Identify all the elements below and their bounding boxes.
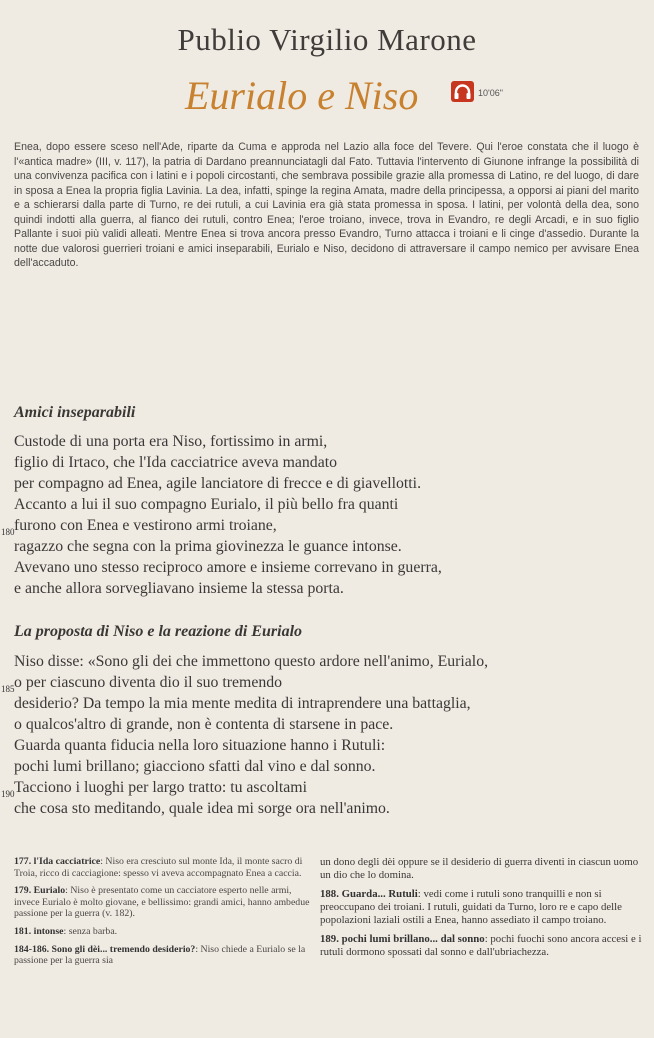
verse-line: che cosa sto meditando, quale idea mi sorge ora nell'animo. xyxy=(14,800,390,817)
footnote-term: 179. Eurialo xyxy=(14,885,66,897)
footnote xyxy=(320,856,642,882)
verse-line: Guarda quanta fiducia nella loro situazione hanno i Rutuli: xyxy=(14,737,386,754)
intro-paragraph: Enea, dopo essere sceso nell'Ade, riparte da Cuma e approda nel Lazio alla foce del Tevere. Qui l'eroe constata che il luogo è l'«antica madre» (III, v. 117), la patria di Dardano preannunciatagli dal Fato. Tuttavia l'intervento di Giunone infrange la possibilità di una convivenza pacifica con i latini e i popoli circostanti, che sembrava possibile grazie alla promessa di Latino, re del luogo, di dare in sposa a Enea la propria figlia Lavinia. La dea, infatti, spinge la regina Amata, madre della principessa, a opporsi ai piani del marito e a schierarsi dalla parte di Turno, re dei rutuli, a cui Lavinia era già stata promessa in sposa. I latini, per volontà della dea, sono quindi indotti alla guerra, al fianco dei rutuli, contro Enea; l'eroe troiano, invece, trova in Evandro, re degli Arcadi, e in suo figlio Pallante i suoi più validi alleati. Mentre Enea si trova ancora presso Evandro, Turno attacca i troiani e li cinge d'assedio. Durante la notte due valorosi guerrieri troiani e amici inseparabili, Eurialo e Niso, decidono di attraversare il campo nemico per avvisare Enea dell'accaduto. xyxy=(14,141,639,269)
footnote-term: 184-186. Sono gli dèi... tremendo desiderio? xyxy=(14,943,196,955)
verse-block-1 xyxy=(1,431,442,599)
footnote-term: 189. pochi lumi brillano... dal sonno xyxy=(320,933,485,945)
footnote-text: : pochi fuochi sono ancora accesi e i rutuli dormono spossati dal sonno e dall'ubriachezza. xyxy=(320,933,642,958)
verse-block-2 xyxy=(1,651,489,819)
poem-title: Eurialo e Niso xyxy=(185,73,419,118)
footnote-text: : senza barba. xyxy=(63,925,118,937)
footnotes-right xyxy=(320,856,642,965)
verse-line: Niso disse: «Sono gli dei che immettono questo ardore nell'animo, Eurialo, xyxy=(14,653,489,670)
section-heading-proposta: La proposta di Niso e la reazione di Eurialo xyxy=(14,623,303,640)
footnote-text: un dono degli dèi oppure se il desiderio di guerra diventi in ciascun uomo un dio che lo domina. xyxy=(320,856,639,881)
footnotes-left xyxy=(14,856,314,973)
footnote-term: 188. Guarda... Rutuli xyxy=(320,888,418,900)
audio-headphones-icon[interactable] xyxy=(451,81,474,102)
footnote-text: : Niso era cresciuto sul monte Ida, il monte sacro di Troia, ricco di cacciagione: spesso vi aveva accompagnato Enea a caccia. xyxy=(14,856,303,879)
footnote xyxy=(14,856,314,879)
footnote xyxy=(320,933,642,959)
verse-line: e anche allora sorvegliavano insieme la stessa porta. xyxy=(14,580,344,597)
footnote xyxy=(14,885,314,920)
verse-line: desiderio? Da tempo la mia mente medita di intraprendere una battaglia, xyxy=(14,695,471,712)
footnote-text: : Niso chiede a Eurialo se la passione per la guerra sia xyxy=(14,943,306,967)
verse-line: Custode di una porta era Niso, fortissimo in armi, xyxy=(14,433,328,450)
footnote xyxy=(14,926,314,938)
verse-line: furono con Enea e vestirono armi troiane, xyxy=(14,517,277,534)
section-heading-amici: Amici inseparabili xyxy=(14,404,136,421)
line-number: 190 xyxy=(1,789,15,799)
verse-line: per compagno ad Enea, agile lanciatore di frecce e di giavellotti. xyxy=(14,475,422,492)
verse-line: pochi lumi brillano; giacciono sfatti dal vino e dal sonno. xyxy=(14,758,376,775)
verse-line: ragazzo che segna con la prima giovinezza le guance intonse. xyxy=(14,538,402,555)
verse-line: o qualcos'altro di grande, non è contenta di starsene in pace. xyxy=(14,716,394,733)
footnote-text: : vedi come i rutuli sono tranquilli e non si preoccupano dei troiani. I rutuli, guidati da Turno, loro re e capo delle popolazioni laziali ostili a Enea, hanno assediato il campo troiano. xyxy=(320,888,622,926)
footnote-text: : Niso è presentato come un cacciatore esperto nelle armi, invece Eurialo è molto giovane, e bellissimo: grandi amici, hanno ambedue passione per la guerra (v. 182). xyxy=(14,885,310,920)
footnote xyxy=(14,944,314,967)
verse-line: Accanto a lui il suo compagno Eurialo, il più bello fra quanti xyxy=(14,496,399,513)
author-name: Publio Virgilio Marone xyxy=(177,22,477,57)
verse-line: Avevano uno stesso reciproco amore e insieme correvano in guerra, xyxy=(14,559,442,576)
line-number: 180 xyxy=(1,527,15,537)
footnote-term: 181. intonse xyxy=(14,925,64,937)
audio-duration: 10'06" xyxy=(478,88,503,98)
line-number: 185 xyxy=(1,684,15,694)
footnote-term: 177. l'Ida cacciatrice xyxy=(14,856,101,867)
verse-line: Tacciono i luoghi per largo tratto: tu ascoltami xyxy=(14,779,307,796)
footnote xyxy=(320,888,642,927)
verse-line: figlio di Irtaco, che l'Ida cacciatrice aveva mandato xyxy=(14,454,337,471)
verse-line: o per ciascuno diventa dio il suo tremendo xyxy=(14,674,283,691)
